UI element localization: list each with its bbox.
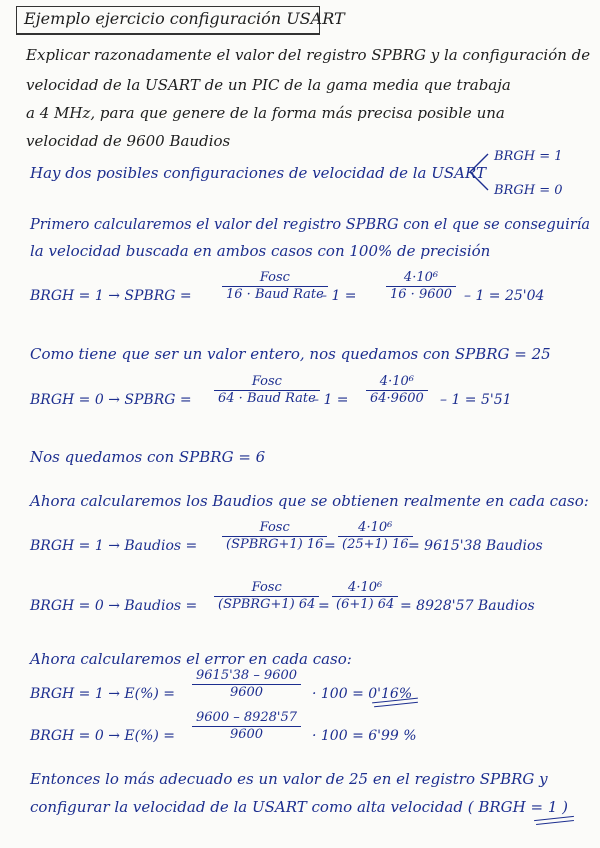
eq5-den: 9600 <box>229 685 264 700</box>
eq4-fraction-1 <box>214 580 319 613</box>
eq3-lhs: BRGH = 1 → Baudios = <box>30 538 198 554</box>
eq6-rhs: · 100 = 6'99 % <box>312 728 417 744</box>
page-title: Ejemplo ejercicio configuración USART <box>24 9 345 28</box>
eq3-fraction-2 <box>338 520 413 553</box>
eq2-mid: – 1 = <box>312 392 349 408</box>
eq5-lhs: BRGH = 1 → E(%) = <box>30 686 176 702</box>
eq1-mid: – 1 = <box>320 288 357 304</box>
eq4-fraction-2 <box>332 580 398 613</box>
eq5-rhs: · 100 = 0'16% <box>312 686 413 702</box>
eq2-lhs: BRGH = 0 → SPBRG = <box>30 392 192 408</box>
eq1-f2-den: 16 · 9600 <box>390 287 453 302</box>
eq2-f1-den: 64 · Baud Rate <box>218 391 316 406</box>
eq6-num: 9600 – 8928'57 <box>196 710 298 725</box>
eq1-f2-num: 4·10⁶ <box>403 270 439 285</box>
eq2-f2-den: 64·9600 <box>370 391 424 406</box>
eq4-f1-num: Fosc <box>251 580 282 595</box>
eq2-f2-num: 4·10⁶ <box>379 374 414 389</box>
statement-line-1: Explicar razonadamente el valor del registro SPBRG y la configuración de <box>26 46 591 64</box>
eq5-num: 9615'38 – 9600 <box>196 668 298 683</box>
note-2: Nos quedamos con SPBRG = 6 <box>30 448 266 466</box>
eq3-f2-num: 4·10⁶ <box>358 520 393 535</box>
eq3-mid: = <box>324 538 336 554</box>
eq4-mid: = <box>318 598 330 614</box>
conclusion-line-1: Entonces lo más adecuado es un valor de 25 en el registro SPBRG y <box>30 770 548 788</box>
eq2-rhs: – 1 = 5'51 <box>440 392 512 408</box>
eq1-f1-den: 16 · Baud Rate <box>226 287 324 302</box>
eq1-lhs: BRGH = 1 → SPBRG = <box>30 288 192 304</box>
eq4-lhs: BRGH = 0 → Baudios = <box>30 598 198 614</box>
eq4-rhs: = 8928'57 Baudios <box>400 598 535 614</box>
statement-line-3: a 4 MHz, para que genere de la forma más precisa posible una <box>26 104 505 122</box>
conclusion-line-2: configurar la velocidad de la USART como alta velocidad ( BRGH = 1 ) <box>30 798 569 816</box>
eq4-f2-den: (6+1) 64 <box>336 597 395 612</box>
eq4-f1-den: (SPBRG+1) 64 <box>218 597 316 612</box>
eq1-fraction-1 <box>222 270 328 303</box>
option-brgh-1: BRGH = 1 <box>494 149 563 164</box>
eq1-fraction-2 <box>386 270 456 303</box>
calc-intro-line-1: Primero calcularemos el valor del registro SPBRG con el que se conseguiría <box>30 217 590 233</box>
eq1-f1-num: Fosc <box>259 270 290 285</box>
statement-line-4: velocidad de 9600 Baudios <box>26 132 231 150</box>
eq2-fraction-2 <box>366 374 428 407</box>
error-intro: Ahora calcularemos el error en cada caso: <box>30 650 352 668</box>
eq2-f1-num: Fosc <box>251 374 282 389</box>
eq2-fraction-1 <box>214 374 320 407</box>
eq3-f1-den: (SPBRG+1) 16 <box>226 537 324 552</box>
eq5-fraction <box>192 668 301 701</box>
conclusion-underline <box>536 820 574 825</box>
option-brgh-0: BRGH = 0 <box>494 183 563 198</box>
eq6-den: 9600 <box>229 727 264 742</box>
eq3-f1-num: Fosc <box>259 520 290 535</box>
note-1: Como tiene que ser un valor entero, nos quedamos con SPBRG = 25 <box>30 345 551 363</box>
config-intro: Hay dos posibles configuraciones de velocidad de la USART <box>30 164 487 182</box>
eq3-fraction-1 <box>222 520 327 553</box>
statement-line-2: velocidad de la USART de un PIC de la gama media que trabaja <box>26 76 511 94</box>
calc-intro-line-2: la velocidad buscada en ambos casos con 100% de precisión <box>30 242 491 260</box>
eq4-f2-num: 4·10⁶ <box>348 580 383 595</box>
eq3-rhs: = 9615'38 Baudios <box>408 538 543 554</box>
eq3-f2-den: (25+1) 16 <box>342 537 409 552</box>
brace-icon <box>466 152 490 192</box>
eq6-lhs: BRGH = 0 → E(%) = <box>30 728 176 744</box>
eq6-fraction <box>192 710 301 743</box>
eq1-rhs: – 1 = 25'04 <box>464 288 545 304</box>
baud-intro: Ahora calcularemos los Baudios que se obtienen realmente en cada caso: <box>30 492 589 510</box>
